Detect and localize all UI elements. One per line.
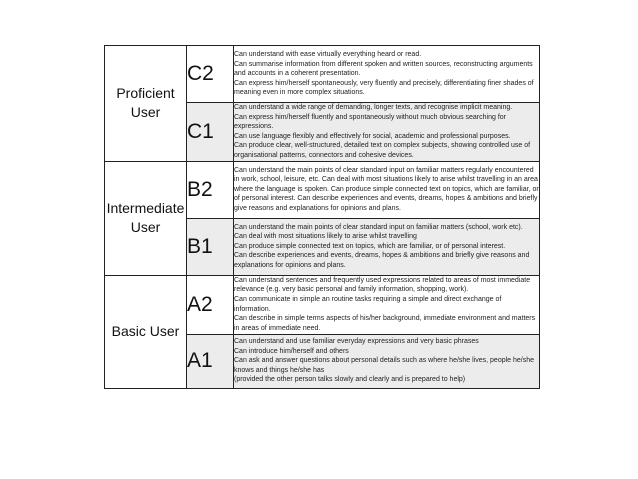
group-basic-user [105,275,187,388]
group-label-line: Basic User [111,323,180,340]
table-row-b2 [105,161,540,218]
group-label-line: Proficient [116,85,175,102]
descriptor-line: (provided the other person talks slowly and clearly and is prepared to help) [234,376,466,384]
level-descriptor-c2 [234,46,540,103]
level-descriptor-b2 [234,161,540,218]
level-code-a2: A2 [187,275,234,334]
level-code-c2: C2 [187,46,234,103]
level-code-b2: B2 [187,161,234,218]
descriptor-line: Can use language flexibly and effectively for social, academic and professional purposes. [234,132,511,140]
descriptor-line: Can ask and answer questions about personal details such as where he/she lives, people he/she knows and things he/she has [234,357,535,374]
group-label-line: User [130,104,161,121]
descriptor-line: Can summarise information from different spoken and written sources, reconstructing arguments and accounts in a coherent presentation. [234,60,533,78]
group-label-line: User [130,219,161,236]
level-code-a1: A1 [187,334,234,388]
descriptor-line: Can describe in simple terms aspects of his/her background, immediate environment and matters in areas of immediate need. [234,315,536,332]
descriptor-line: Can express him/herself spontaneously, very fluently and precisely, differentiating finer shades of meaning even in more complex situations. [234,79,534,97]
group-label-line: Intermediate [106,200,185,217]
descriptor-line: Can understand a wide range of demanding, longer texts, and recognise implicit meaning. [234,104,513,111]
descriptor-line: Can understand sentences and frequently used expressions related to areas of most immediate relevance (e.g. very basic personal and family information, shopping, work). [234,276,531,294]
descriptor-line: Can communicate in simple an routine tasks requiring a simple and direct exchange of information. [234,295,502,313]
group-intermediate-user [105,161,187,275]
descriptor-line: Can deal with most situations likely to arise whilst travelling [234,233,417,241]
descriptor-line: Can understand and use familiar everyday expressions and very basic phrases [234,338,479,346]
descriptor-line: Can understand the main points of clear standard input on familiar matters regularly encountered in work, school, leisure, etc. Can deal with most situations likely to arise whilst travelling in an area where the language is spoken. Can produce simple connected text on topics, which are familiar, or of personal interest. Can describe experiences and events, dreams, hopes & ambitions and briefly give reasons and explanations for opinions and plans. [234,166,539,212]
group-proficient-user [105,46,187,162]
descriptor-line: Can introduce him/herself and others [234,347,349,355]
level-code-c1: C1 [187,103,234,162]
descriptor-line: Can understand the main points of clear standard input on familiar matters (school, work etc). [234,223,523,231]
table-row-c2 [105,46,540,103]
level-descriptor-a2 [234,275,540,334]
descriptor-line: Can describe experiences and events, dreams, hopes & ambitions and briefly give reasons and explanations for opinions and plans. [234,252,530,269]
level-descriptor-a1 [234,334,540,388]
table-row-a2 [105,275,540,334]
cefr-levels-table [104,45,540,389]
descriptor-line: Can express him/herself fluently and spontaneously without much obvious searching for expressions. [234,113,506,131]
descriptor-line: Can produce clear, well-structured, detailed text on complex subjects, showing controlled use of organisational patterns, connectors and cohesive devices. [234,142,531,159]
level-descriptor-c1 [234,103,540,162]
level-code-b1: B1 [187,218,234,275]
level-descriptor-b1 [234,218,540,275]
descriptor-line: Can produce simple connected text on topics, which are familiar, or of personal interest. [234,242,506,250]
descriptor-line: Can understand with ease virtually everything heard or read. [234,51,422,59]
